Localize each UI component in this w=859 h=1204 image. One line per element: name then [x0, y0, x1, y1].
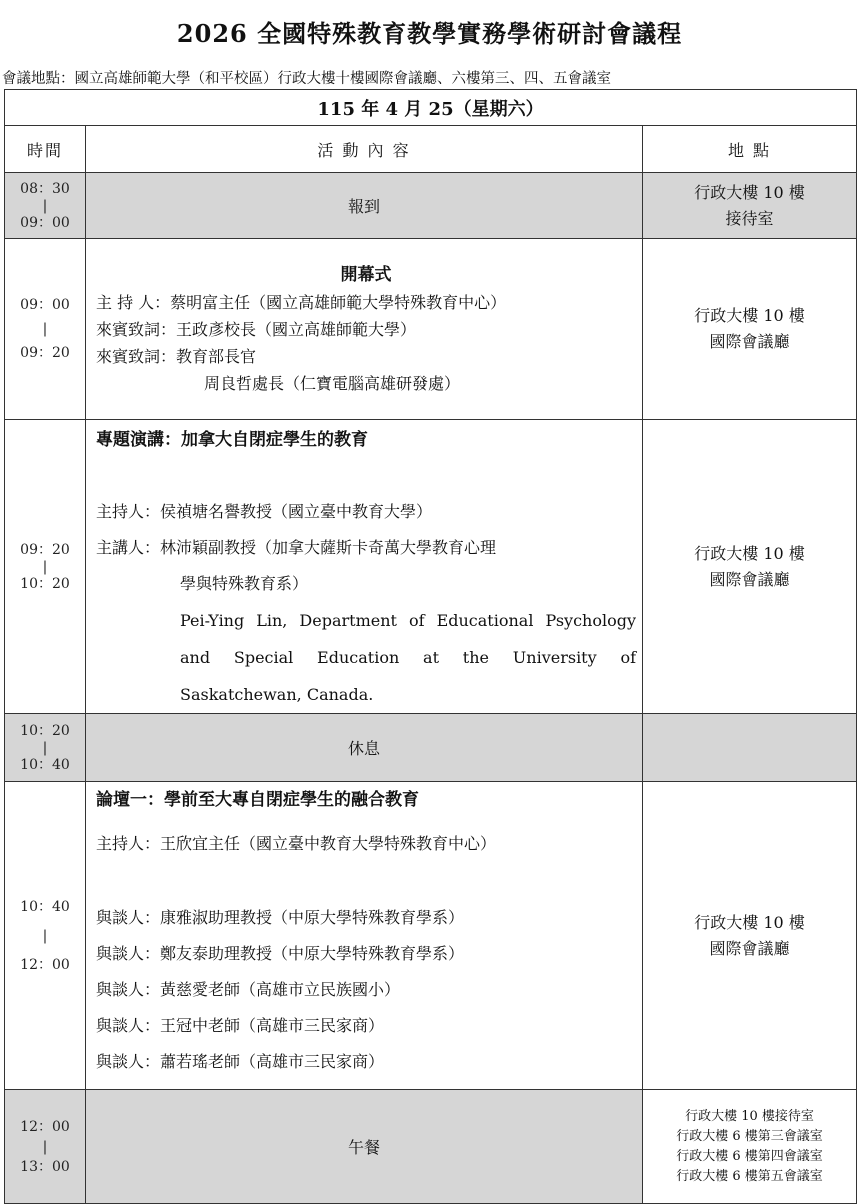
guest-line: 來賓致詞：教育部長官: [96, 346, 257, 366]
guest-line: 來賓致詞：王政彥校長（國立高雄師範大學）: [96, 319, 417, 339]
time-cell: [5, 782, 86, 1090]
activity-cell: 報到: [86, 173, 643, 239]
time-start: 10：20: [20, 722, 70, 739]
session-heading: 專題演講：加拿大自閉症學生的教育: [96, 430, 368, 450]
location-cell: [643, 173, 857, 239]
time-separator: |: [42, 321, 48, 337]
table-row: [5, 714, 857, 782]
location-line: 行政大樓 10 樓: [694, 543, 805, 563]
column-header-activity: 活 動 內 容: [86, 126, 643, 173]
time-end: 09：20: [20, 345, 70, 361]
table-row: [5, 420, 857, 714]
activity-cell: [86, 782, 643, 1090]
location-cell: [643, 714, 857, 782]
activity-cell: [86, 239, 643, 420]
host-line: 主 持 人：蔡明富主任（國立高雄師範大學特殊教育中心）: [96, 292, 507, 312]
speaker-line: 主講人：林沛穎副教授（加拿大薩斯卡奇萬大學教育心理: [96, 538, 497, 557]
panelist-line: 與談人：王冠中老師（高雄市三民家商）: [96, 1016, 385, 1035]
time-cell: [5, 173, 86, 239]
activity-cell: [86, 420, 643, 714]
date-header: 115 年 4 月 25（星期六）: [5, 90, 857, 126]
time-end: 13：00: [20, 1158, 70, 1175]
location-line: 行政大樓 6 樓第三會議室: [676, 1128, 823, 1144]
activity-cell: 休息: [86, 714, 643, 782]
time-separator: |: [42, 1138, 48, 1155]
location-line: 行政大樓 10 樓: [694, 306, 805, 325]
venue-line: 會議地點：國立高雄師範大學（和平校區）行政大樓十樓國際會議廳、六樓第三、四、五會議室: [2, 71, 611, 87]
location-line: 接待室: [725, 208, 774, 228]
time-cell: [5, 420, 86, 714]
time-cell: [5, 1090, 86, 1204]
time-cell: [5, 239, 86, 420]
location-line: 行政大樓 10 樓: [694, 912, 805, 932]
speaker-english: Pei-Ying Lin, Department of Educational Psychology and Special Education at the University of Saskatchewan, Canada.: [180, 611, 636, 704]
time-separator: |: [42, 197, 48, 214]
location-line: 行政大樓 6 樓第五會議室: [676, 1168, 823, 1184]
time-end: 10：20: [20, 575, 70, 592]
table-row: [5, 1090, 857, 1204]
location-line: 行政大樓 10 樓接待室: [685, 1108, 814, 1124]
location-line: 國際會議廳: [709, 938, 790, 958]
table-row: [5, 173, 857, 239]
time-start: 12：00: [20, 1118, 70, 1135]
time-start: 09：20: [20, 541, 70, 558]
location-cell: [643, 1090, 857, 1204]
time-end: 10：40: [20, 756, 70, 773]
table-row: [5, 782, 857, 1090]
location-line: 國際會議廳: [709, 332, 790, 351]
time-start: 09：00: [20, 297, 70, 313]
time-start: 10：40: [20, 898, 70, 915]
time-separator: |: [42, 927, 48, 944]
table-row: [5, 239, 857, 420]
time-end: 09：00: [20, 214, 70, 231]
location-cell: [643, 782, 857, 1090]
panelist-line: 與談人：康雅淑助理教授（中原大學特殊教育學系）: [96, 908, 465, 927]
panelist-line: 與談人：黃慈愛老師（高雄市立民族國小）: [96, 980, 401, 999]
time-separator: |: [42, 739, 48, 756]
host-line: 主持人：侯禎塘名譽教授（國立臺中教育大學）: [96, 502, 433, 521]
agenda-table: [4, 89, 857, 1204]
time-cell: [5, 714, 86, 782]
session-heading: 開幕式: [340, 264, 392, 285]
session-heading: 論壇一：學前至大專自閉症學生的融合教育: [96, 790, 419, 810]
time-start: 08：30: [20, 180, 70, 197]
location-line: 行政大樓 6 樓第四會議室: [676, 1148, 823, 1164]
location-line: 行政大樓 10 樓: [694, 182, 805, 202]
location-cell: [643, 239, 857, 420]
speaker-line: 學與特殊教育系）: [180, 574, 309, 593]
activity-cell: 午餐: [86, 1090, 643, 1204]
location-cell: [643, 420, 857, 714]
host-line: 主持人：王欣宜主任（國立臺中教育大學特殊教育中心）: [96, 834, 497, 853]
location-line: 國際會議廳: [709, 569, 790, 589]
column-header-location: 地 點: [643, 126, 857, 173]
time-end: 12：00: [20, 956, 70, 973]
time-separator: |: [42, 558, 48, 575]
panelist-line: 與談人：鄭友泰助理教授（中原大學特殊教育學系）: [96, 944, 465, 963]
column-header-time: 時間: [5, 126, 86, 173]
page-title: 2026 全國特殊教育教學實務學術研討會議程: [176, 19, 683, 48]
panelist-line: 與談人：蕭若瑤老師（高雄市三民家商）: [96, 1052, 385, 1071]
guest-line: 周良哲處長（仁寶電腦高雄研發處）: [204, 373, 461, 393]
